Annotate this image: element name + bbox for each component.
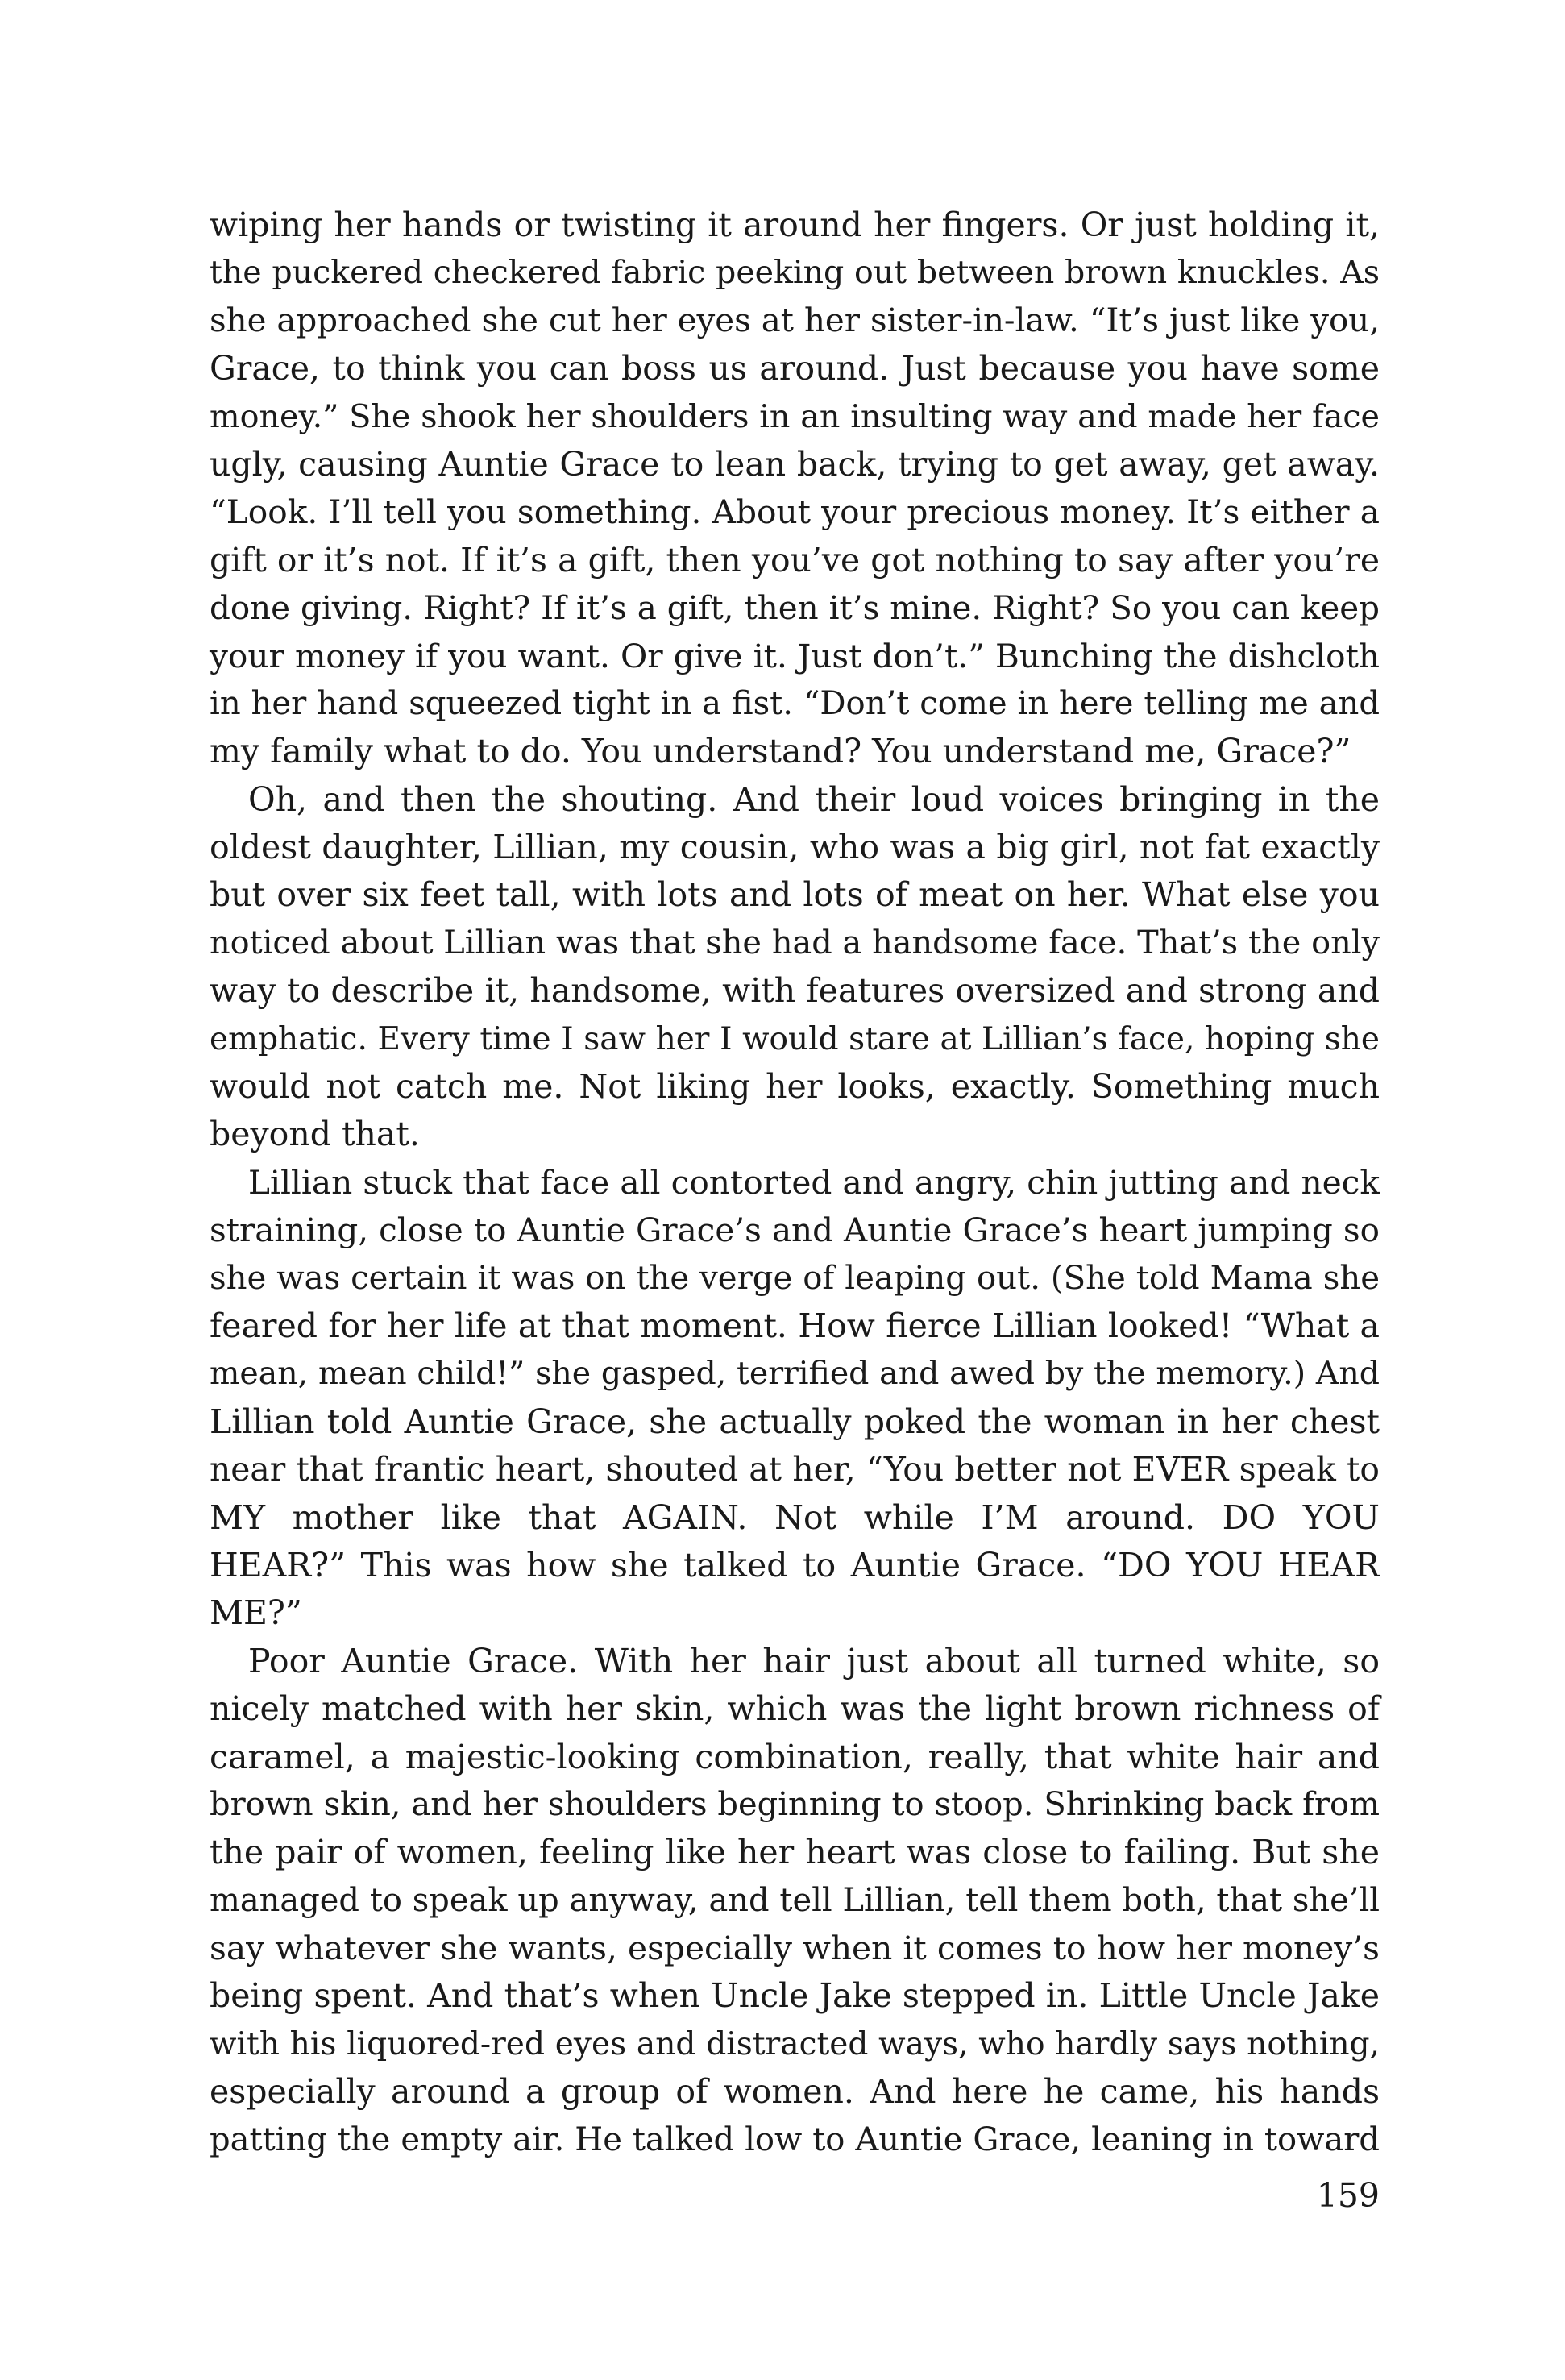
text-line: ME?”: [210, 1593, 302, 1633]
text-line: done giving. Right? If it’s a gift, then it’s mine. Right? So you can keep: [210, 589, 1380, 628]
text-line: near that frantic heart, shouted at her, “You better not EVER speak to: [210, 1450, 1380, 1489]
text-line: she was certain it was on the verge of leaping out. (She told Mama she: [210, 1259, 1380, 1297]
text-line: Grace, to think you can boss us around. Just because you have some: [210, 349, 1380, 388]
page-body: [210, 201, 1380, 2164]
text-line: but over six feet tall, with lots and lots of meat on her. What else you: [210, 875, 1380, 915]
text-line: beyond that.: [210, 1115, 420, 1154]
text-line: especially around a group of women. And here he came, his hands: [210, 2072, 1380, 2112]
text-line: noticed about Lillian was that she had a handsome face. That’s the only: [210, 924, 1380, 962]
text-line: caramel, a majestic-looking combination, really, that white hair and: [210, 1737, 1380, 1776]
text-line: emphatic. Every time I saw her I would stare at Lillian’s face, hoping she: [210, 1020, 1380, 1057]
text-line: would not catch me. Not liking her looks, exactly. Something much: [210, 1067, 1380, 1107]
text-line: being spent. And that’s when Uncle Jake stepped in. Little Uncle Jake: [210, 1976, 1380, 2016]
text-line: nicely matched with her skin, which was the light brown richness of: [210, 1689, 1380, 1729]
text-line: way to describe it, handsome, with features oversized and strong and: [210, 971, 1380, 1011]
text-line: patting the empty air. He talked low to Auntie Grace, leaning in toward: [210, 2120, 1380, 2158]
text-line: HEAR?” This was how she talked to Auntie Grace. “DO YOU HEAR: [210, 1545, 1380, 1585]
text-line: your money if you want. Or give it. Just don’t.” Bunching the dishcloth: [210, 636, 1380, 675]
text-line: the puckered checkered fabric peeking out between brown knuckles. As: [210, 254, 1380, 292]
text-line: wiping her hands or twisting it around her fingers. Or just holding it,: [210, 206, 1380, 244]
text-line: say whatever she wants, especially when it comes to how her money’s: [210, 1929, 1380, 1968]
text-line: straining, close to Auntie Grace’s and Auntie Grace’s heart jumping so: [210, 1211, 1380, 1250]
text-line: mean, mean child!” she gasped, terrified and awed by the memory.) And: [210, 1355, 1380, 1393]
text-line: gift or it’s not. If it’s a gift, then you’ve got nothing to say after you’re: [210, 540, 1380, 579]
paragraph-start: Oh, and then the shouting. And their loud voices bringing in the: [248, 779, 1380, 819]
text-line: money.” She shook her shoulders in an insulting way and made her face: [210, 397, 1380, 435]
text-line: Lillian told Auntie Grace, she actually poked the woman in her chest: [210, 1402, 1380, 1441]
text-line: MY mother like that AGAIN. Not while I’M around. DO YOU: [210, 1497, 1380, 1537]
text-line: managed to speak up anyway, and tell Lillian, tell them both, that she’ll: [210, 1881, 1380, 1919]
text-line: feared for her life at that moment. How fierce Lillian looked! “What a: [210, 1306, 1380, 1345]
page-number: 159: [1316, 2176, 1380, 2215]
text-line: my family what to do. You understand? You understand me, Grace?”: [210, 732, 1351, 771]
text-line: the pair of women, feeling like her heart was close to failing. But she: [210, 1833, 1380, 1872]
paragraph-start: Lillian stuck that face all contorted and angry, chin jutting and neck: [248, 1162, 1380, 1202]
text-line: she approached she cut her eyes at her sister-in-law. “It’s just like you,: [210, 301, 1380, 339]
paragraph-start: Poor Auntie Grace. With her hair just about all turned white, so: [248, 1641, 1380, 1680]
text-line: in her hand squeezed tight in a fist. “Don’t come in here telling me and: [210, 684, 1380, 722]
text-line: brown skin, and her shoulders beginning to stoop. Shrinking back from: [210, 1785, 1380, 1823]
text-line: “Look. I’ll tell you something. About your precious money. It’s either a: [210, 492, 1380, 532]
text-line: oldest daughter, Lillian, my cousin, who was a big girl, not fat exactly: [210, 828, 1380, 867]
text-line: with his liquored-red eyes and distracted ways, who hardly says nothing,: [210, 2025, 1380, 2062]
text-line: ugly, causing Auntie Grace to lean back, trying to get away, get away.: [210, 444, 1380, 484]
